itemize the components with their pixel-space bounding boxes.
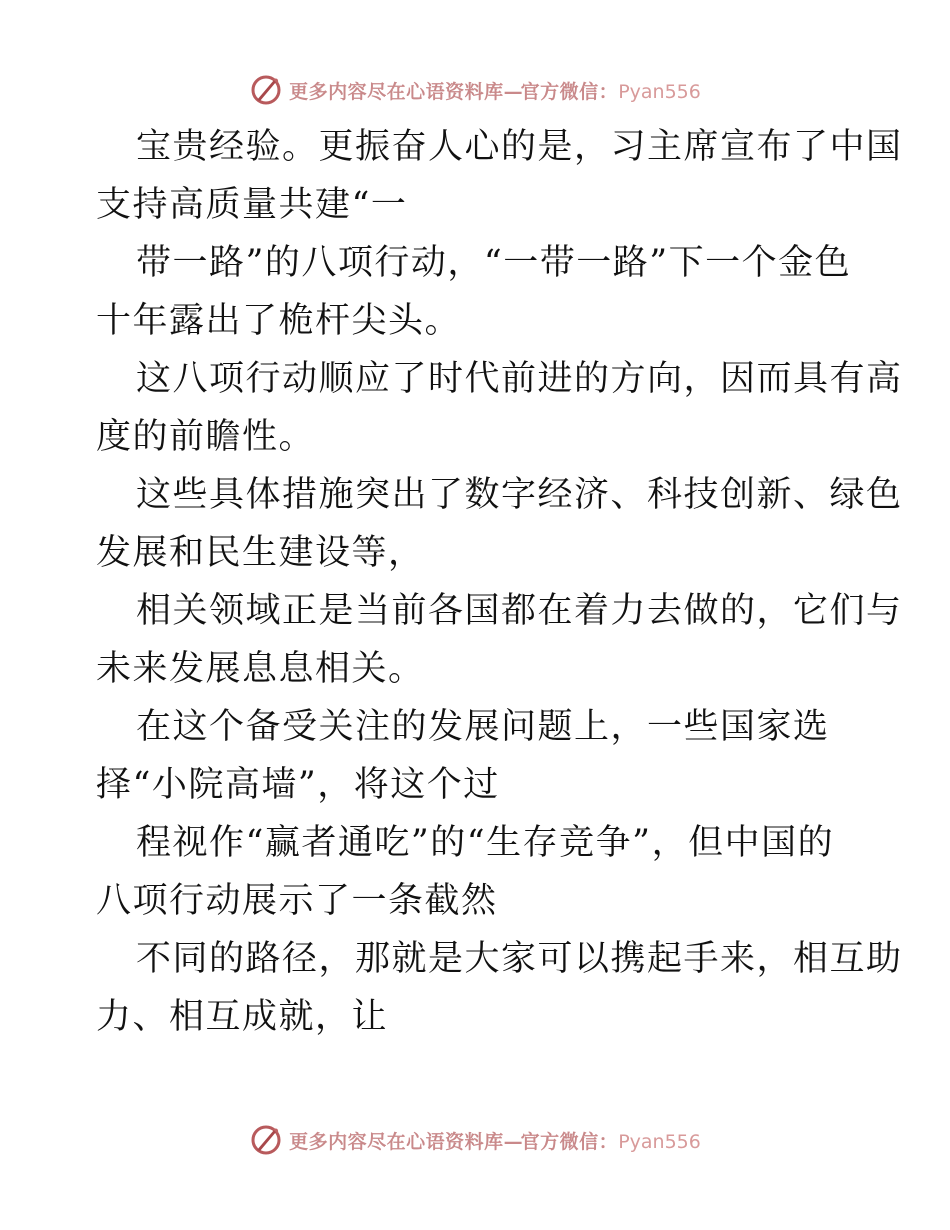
text-line: 这些具体措施突出了数字经济、科技创新、绿色 [136,475,903,515]
text-line: 力、相互成就，让 [96,997,389,1037]
footer-watermark [0,1120,950,1160]
text-line: 支持高质量共建“一 [96,185,408,225]
text-line: 度的前瞻性。 [96,417,316,457]
quill-logo-icon [249,1123,283,1157]
text-line: 发展和民生建设等， [96,533,425,573]
header-watermark [0,70,950,110]
text-line: 这八项行动顺应了时代前进的方向，因而具有高 [136,359,903,399]
text-line: 未来发展息息相关。 [96,649,425,689]
watermark-text: 更多内容尽在心语资料库—官方微信：Pyan556 [289,1130,701,1153]
watermark-text: 更多内容尽在心语资料库—官方微信：Pyan556 [289,80,701,103]
quill-logo-icon [249,73,283,107]
text-line: 相关领域正是当前各国都在着力去做的，它们与 [136,591,903,631]
document-body [96,118,903,1046]
text-line: 程视作“赢者通吃”的“生存竞争”，但中国的 [136,823,835,863]
text-line: 不同的路径，那就是大家可以携起手来，相互助 [136,939,903,979]
text-line: 择“小院高墙”，将这个过 [96,765,500,805]
text-line: 宝贵经验。更振奋人心的是，习主席宣布了中国 [136,127,903,167]
text-line: 带一路”的八项行动，“一带一路”下一个金色 [136,243,852,283]
text-line: 十年露出了桅杆尖头。 [96,301,462,341]
text-line: 八项行动展示了一条截然 [96,881,498,921]
text-line: 在这个备受关注的发展问题上，一些国家选 [136,707,830,747]
